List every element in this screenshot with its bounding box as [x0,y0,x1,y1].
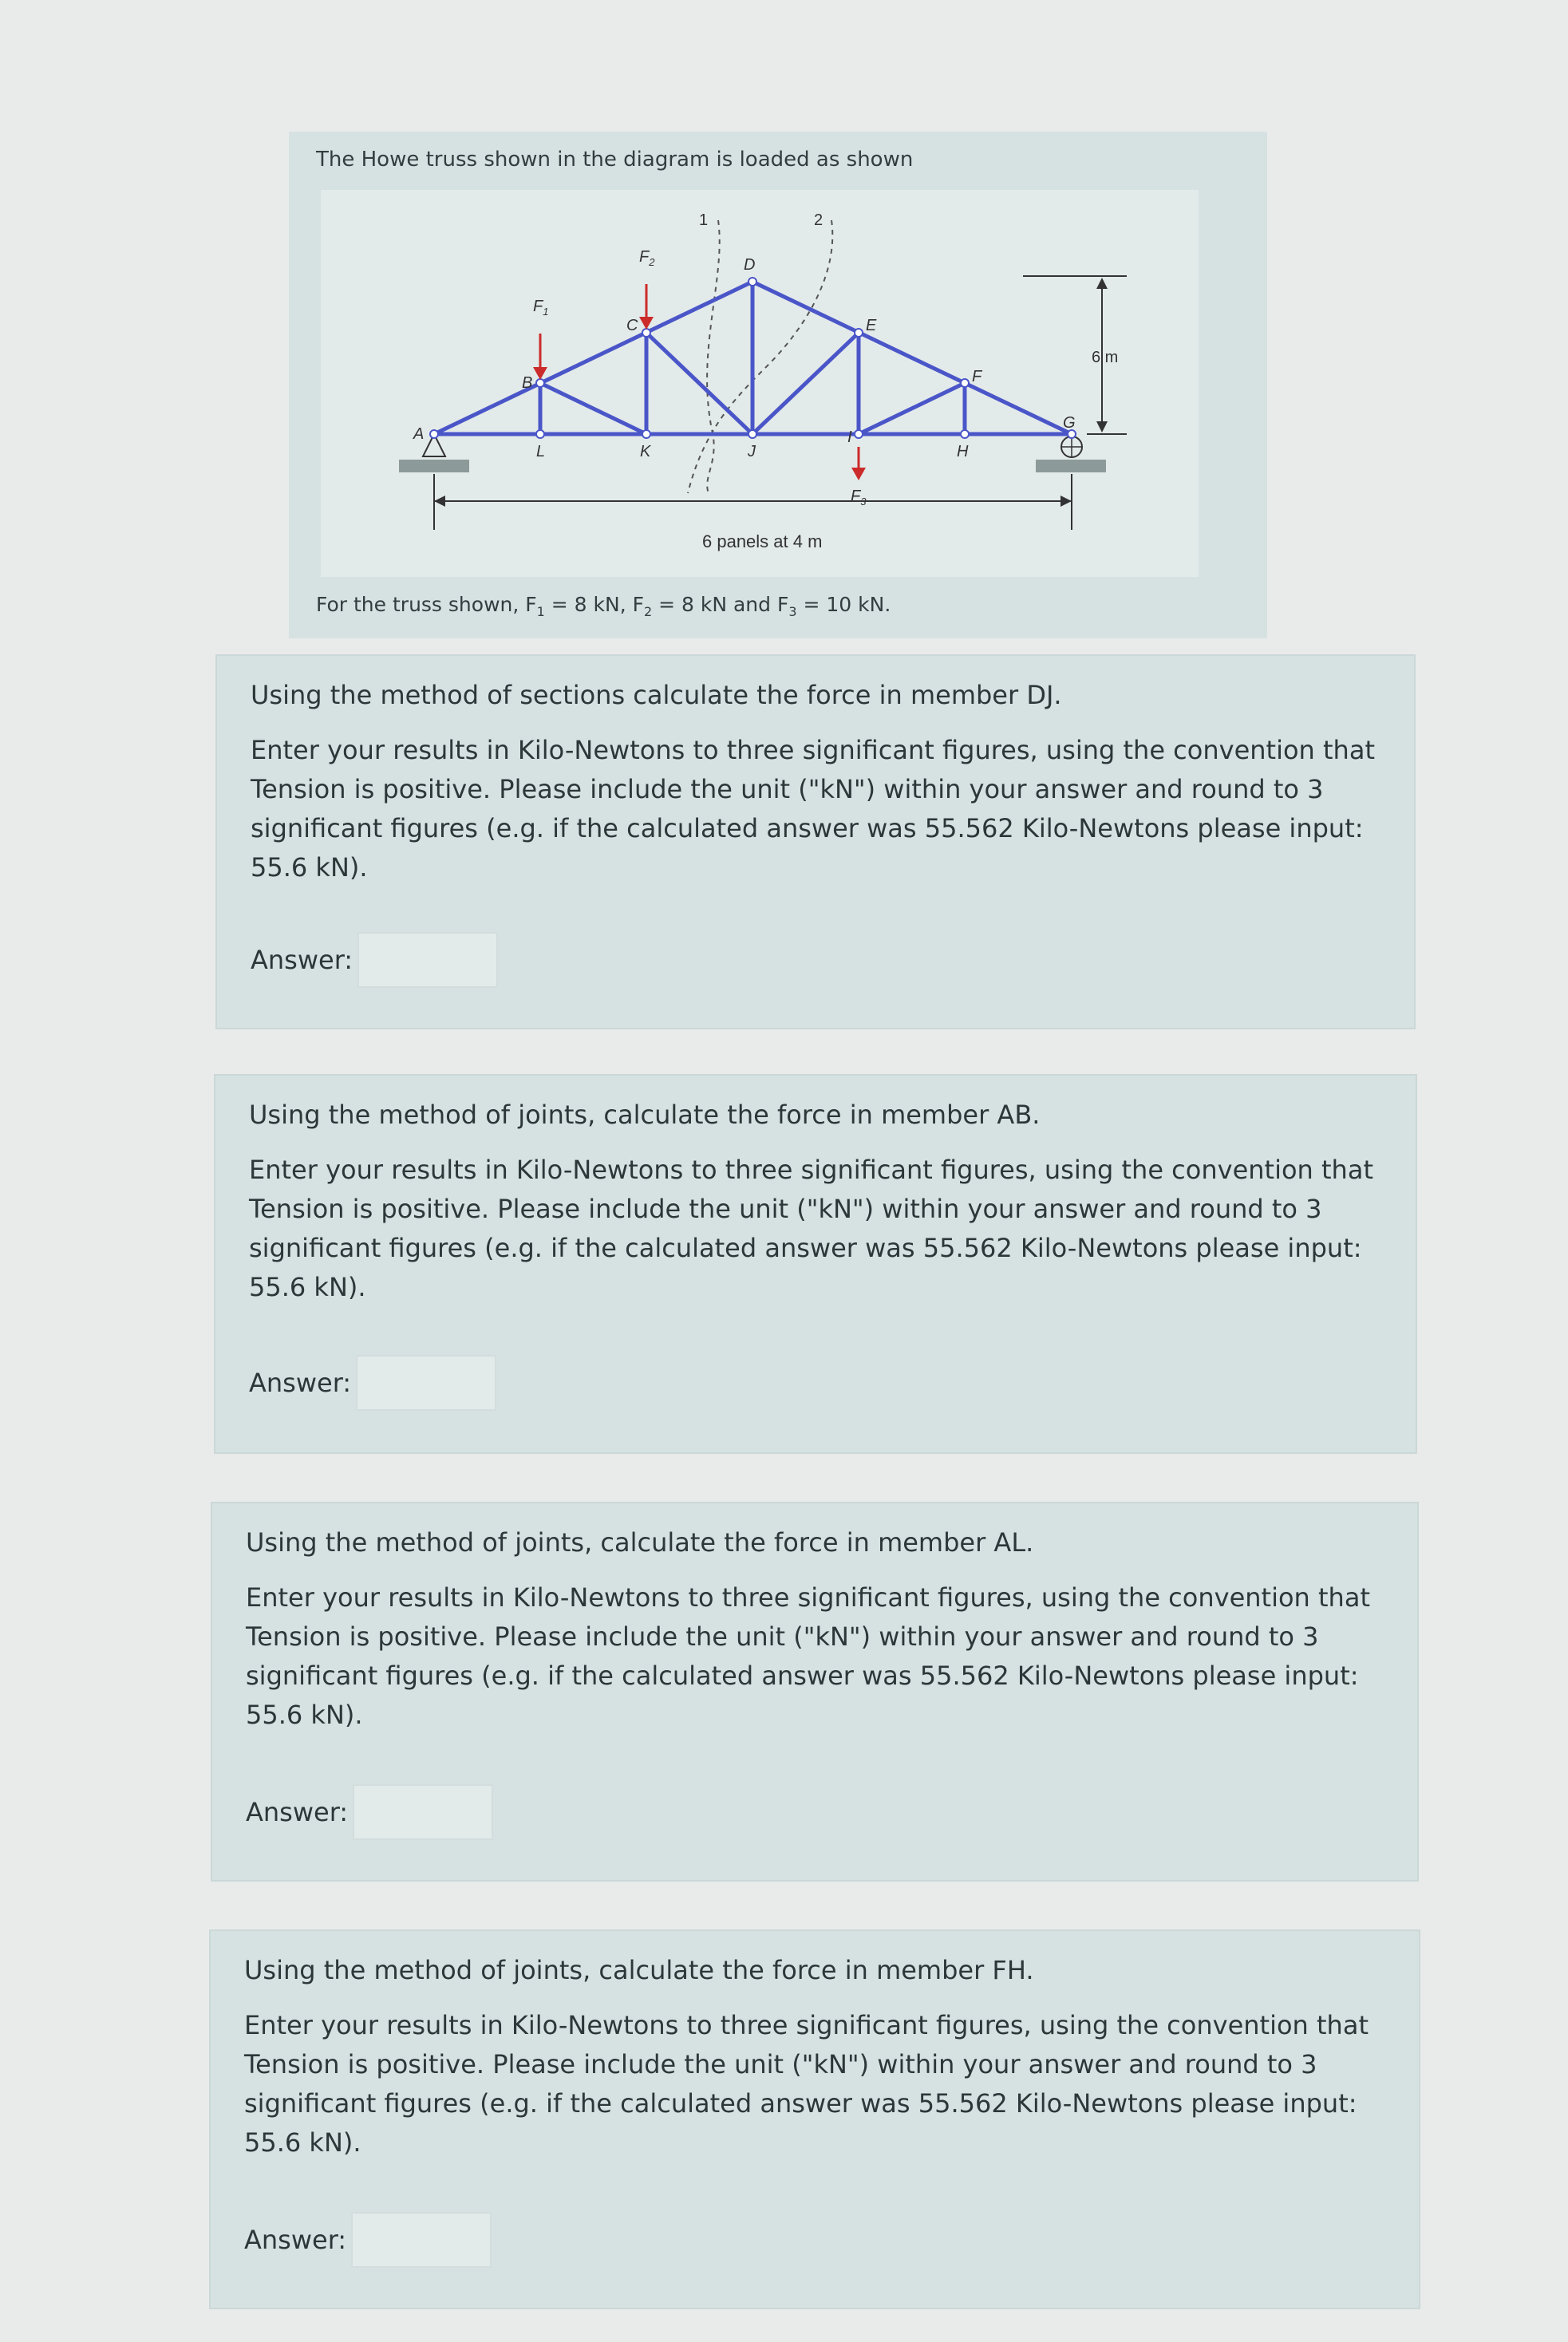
problem-title: The Howe truss shown in the diagram is loaded as shown [316,148,914,172]
question-instructions: Enter your results in Kilo-Newtons to three significant figures, using the convention that Tension is positive. Please include the unit ("kN") within your answer and round to 3 significant figures (e.g. if the calculated answer was 55.562 Kilo-Newtons please input: 55.6 kN). [244,2010,1369,2158]
answer-input-al[interactable] [353,1784,493,1840]
node-label-j: J [748,443,756,460]
problem-statement-box [289,132,1267,638]
answer-input-dj[interactable] [357,932,498,988]
force-label-f1: $F_1$ [533,298,549,318]
question-instructions: Enter your results in Kilo-Newtons to three significant figures, using the convention that Tension is positive. Please include the unit ("kN") within your answer and round to 3 significant figures (e.g. if the calculated answer was 55.562 Kilo-Newtons please input: 55.6 kN). [246,1582,1370,1730]
question-title: Using the method of joints, calculate the force in member FH. [244,1955,1034,1985]
node-label-h: H [957,443,969,460]
node-label-k: K [640,443,651,460]
question-card-fh [209,1929,1420,2309]
node-label-c: C [626,317,638,334]
node-label-l: L [536,443,546,460]
force-label-f2: $F_2$ [639,248,655,268]
section-cut-1 [707,220,720,493]
question-title: Using the method of joints, calculate the force in member AL. [246,1527,1034,1558]
question-title: Using the method of sections calculate the force in member DJ. [251,680,1062,710]
section-label-2: 2 [814,211,823,229]
answer-label: Answer: [249,1368,352,1398]
question-title: Using the method of joints, calculate the force in member AB. [249,1100,1041,1130]
answer-input-fh[interactable] [351,2212,492,2268]
howe-truss-svg [321,190,1199,577]
node-label-e: E [866,317,877,334]
answer-input-ab[interactable] [356,1355,496,1411]
span-dimension-label: 6 panels at 4 m [702,531,823,551]
force-label-f3: $F_3$ [851,488,867,507]
question-card-dj [215,654,1416,1029]
question-card-ab [214,1074,1417,1454]
section-cut-2 [688,220,832,493]
node-label-i: I [847,429,852,446]
support-ground-right [1036,460,1106,472]
answer-label: Answer: [251,945,353,975]
truss-diagram [321,190,1199,577]
node-label-g: G [1063,414,1076,432]
load-values-caption: For the truss shown, $F_1 = 8$ kN, $F_2 = 8$ kN and $F_3 = 10$ kN. [316,593,891,619]
node-label-d: D [744,256,756,274]
question-card-al [211,1502,1419,1882]
node-label-f: F [972,368,982,385]
answer-label: Answer: [244,2225,347,2255]
height-dimension-label: 6 m [1092,349,1119,366]
section-label-1: 1 [699,211,709,229]
question-instructions: Enter your results in Kilo-Newtons to three significant figures, using the convention that Tension is positive. Please include the unit ("kN") within your answer and round to 3 significant figures (e.g. if the calculated answer was 55.562 Kilo-Newtons please input: 55.6 kN). [251,735,1375,883]
support-ground-left [399,460,469,472]
answer-label: Answer: [246,1797,349,1827]
question-instructions: Enter your results in Kilo-Newtons to three significant figures, using the convention that Tension is positive. Please include the unit ("kN") within your answer and round to 3 significant figures (e.g. if the calculated answer was 55.562 Kilo-Newtons please input: 55.6 kN). [249,1155,1373,1302]
node-label-a: A [413,425,425,443]
node-label-b: B [522,374,533,392]
truss-members [434,282,1072,434]
